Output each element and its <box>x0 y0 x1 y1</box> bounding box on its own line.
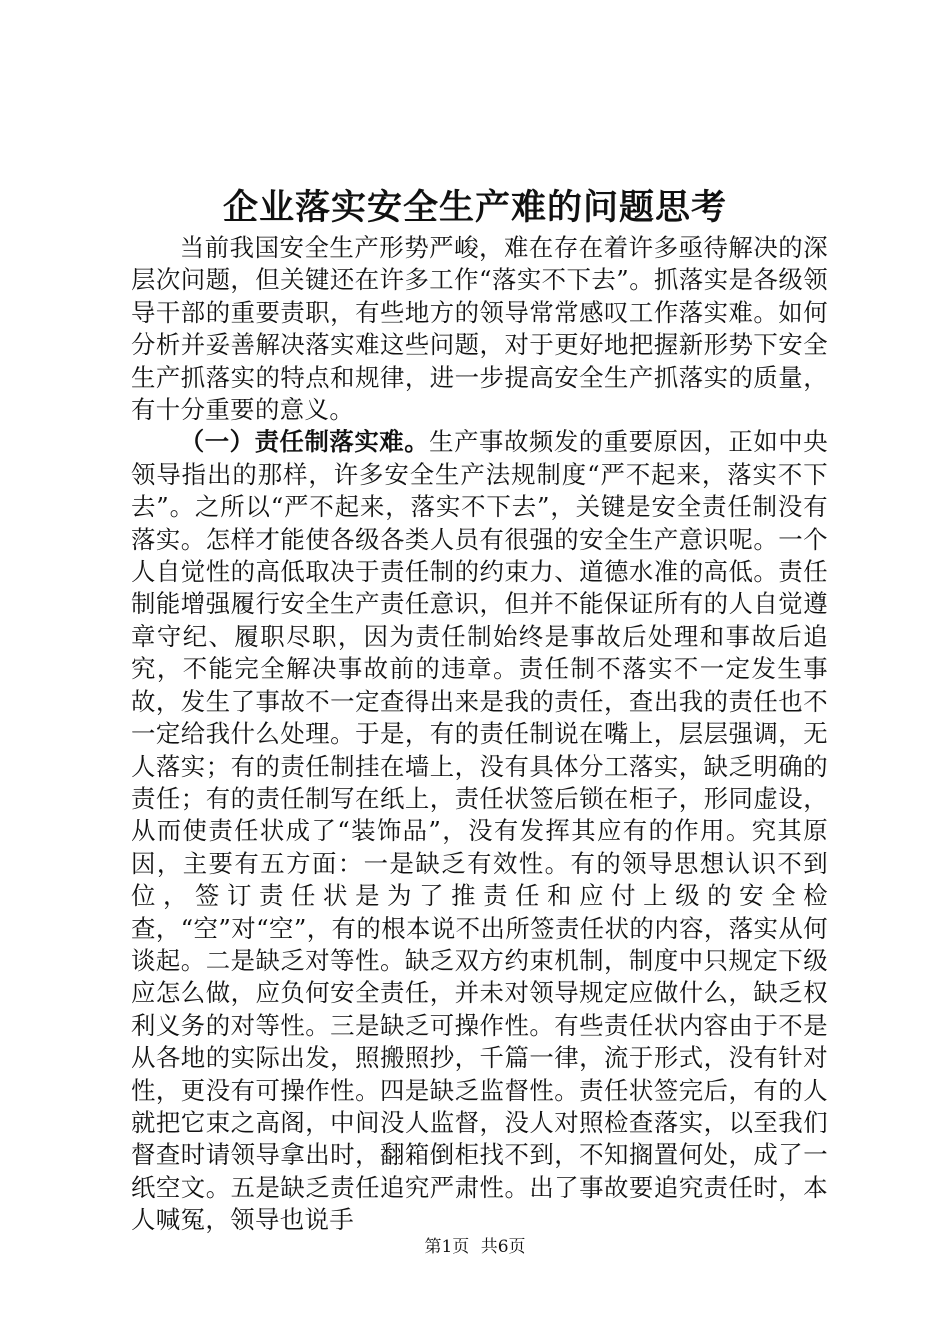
page-number-total: 共6页 <box>480 1237 526 1257</box>
section-1-paragraph <box>131 426 828 1236</box>
document-title: 企业落实安全生产难的问题思考 <box>222 187 727 228</box>
page-footer <box>0 1236 950 1258</box>
intro-paragraph: 当前我国安全生产形势严峻，难在存在着许多亟待解决的深层次问题，但关键还在许多工作“落实不下去”。抓落实是各级领导干部的重要责职，有些地方的领导常常感叹工作落实难。如何分析并妥善解决落实难这些问题，对于更好地把握新形势下安全生产抓落实的特点和规律，进一步提高安全生产抓落实的质量，有十分重要的意义。 <box>131 233 828 425</box>
page-number-current: 第1页 <box>424 1237 470 1257</box>
document-body <box>131 232 828 1237</box>
section-1-text: 生产事故频发的重要原因，正如中央领导指出的那样，许多安全生产法规制度“严不起来，落实不下去”。之所以“严不起来，落实不下去”，关键是安全责任制没有落实。怎样才能使各级各类人员有很强的安全生产意识呢。一个人自觉性的高低取决于责任制的约束力、道德水准的高低。责任制能增强履行安全生产责任意识，但并不能保证所有的人自觉遵章守纪、履职尽职，因为责任制始终是事故后处理和事故后追究，不能完全解决事故前的违章。责任制不落实不一定发生事故，发生了事故不一定查得出来是我的责任，查出我的责任也不一定给我什么处理。于是，有的责任制说在嘴上，层层强调，无人落实；有的责任制挂在墙上，没有具体分工落实，缺乏明确的责任；有的责任制写在纸上，责任状签后锁在柜子，形同虚设，从而使责任状成了“装饰品”，没有发挥其应有的作用。究其原因，主要有五方面：一是缺乏有效性。有的领导思想认识不到位，签订责任状是为了推责任和应付上级的安全检查，“空”对“空”，有的根本说不出所签责任状的内容，落实从何谈起。二是缺乏对等性。缺乏双方约束机制，制度中只规定下级应怎么做，应负何安全责任，并未对领导规定应做什么，缺乏权利义务的对等性。三是缺乏可操作性。有些责任状内容由于不是从各地的实际出发，照搬照抄，千篇一律，流于形式，没有针对性，更没有可操作性。四是缺乏监督性。责任状签完后，有的人就把它束之高阁，中间没人监督，没人对照检查落实，以至我们督查时请领导拿出时，翻箱倒柜找不到，不知搁置何处，成了一纸空文。五是缺乏责任追究严肃性。出了事故要追究责任时，本人喊冤，领导也说手 <box>131 427 828 1235</box>
section-1-heading: （一）责任制落实难。 <box>179 427 430 457</box>
